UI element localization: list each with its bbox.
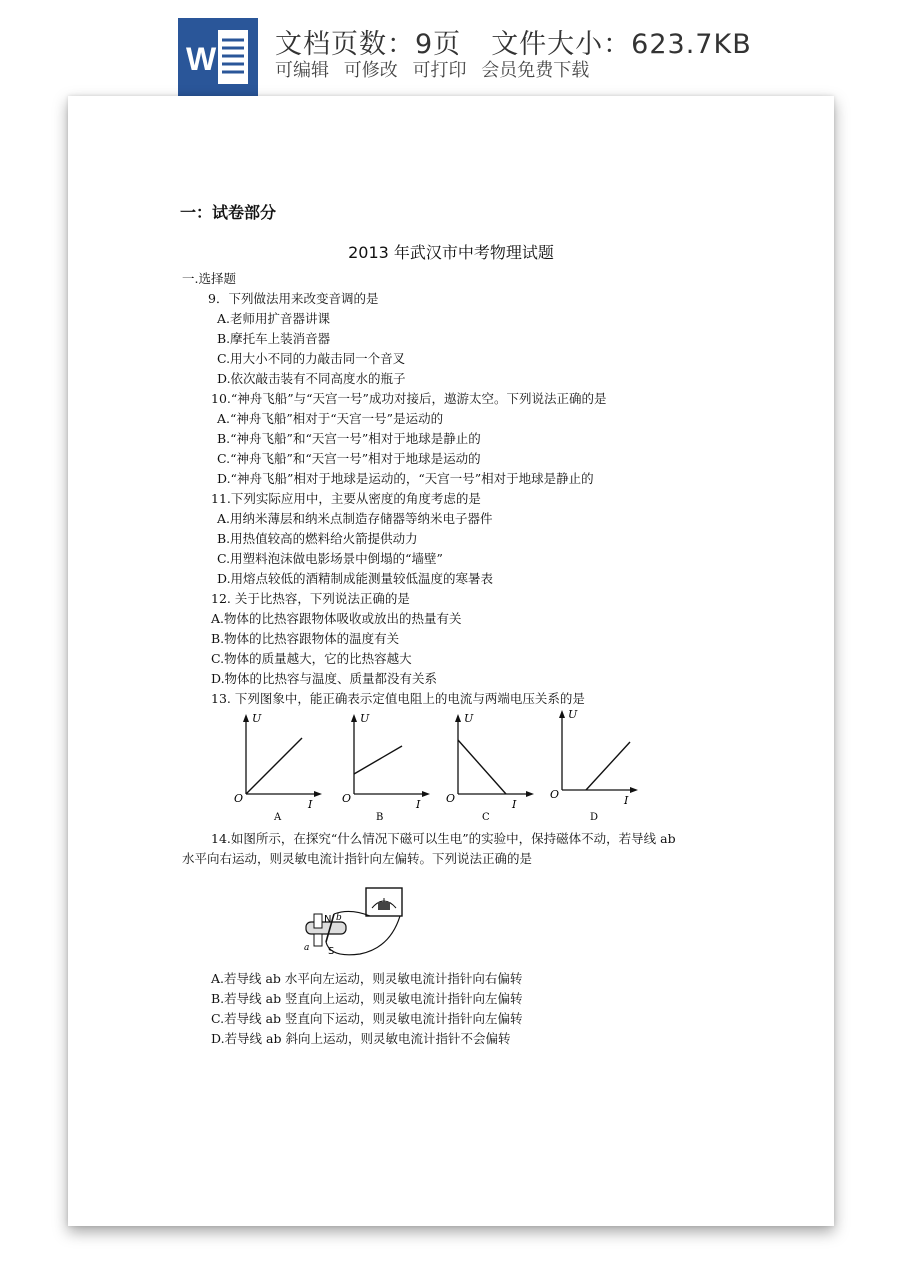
file-size: 文件大小：623.7KB — [491, 29, 752, 60]
feature-printable: 可打印 — [412, 60, 467, 81]
q10-option-c: C.“神舟飞船”和“天宫一号”相对于地球是运动的 — [217, 451, 481, 466]
q10-option-a: A.“神舟飞船”相对于“天宫一号”是运动的 — [217, 411, 444, 426]
feature-member-download[interactable]: 会员免费下载 — [481, 60, 590, 81]
q11-option-b: B.用热值较高的燃料给火箭提供动力 — [217, 531, 418, 546]
graph-d — [544, 706, 644, 822]
q14-option-b: B.若导线 ab 竖直向上运动，则灵敏电流计指针向左偏转 — [211, 991, 523, 1006]
q9-stem: 9．下列做法用来改变音调的是 — [208, 291, 379, 306]
q12-stem: 12. 关于比热容，下列说法正确的是 — [211, 591, 410, 606]
q11-option-a: A.用纳米薄层和纳米点制造存储器等纳米电子器件 — [217, 511, 493, 526]
electromagnetic-induction-diagram — [300, 884, 420, 964]
feature-list — [275, 56, 598, 82]
graph-d-x-label: I — [624, 794, 629, 807]
graph-b-x-label: I — [416, 798, 421, 811]
q10-stem: 10.“神舟飞船”与“天宫一号”成功对接后，遨游太空。下列说法正确的是 — [211, 391, 607, 406]
q14-option-a: A.若导线 ab 水平向左运动，则灵敏电流计指针向右偏转 — [211, 971, 523, 986]
exam-title: 2013 年武汉市中考物理试题 — [348, 243, 554, 262]
q11-option-c: C.用塑料泡沫做电影场景中倒塌的“墙壁” — [217, 551, 443, 566]
graph-b-label: B — [376, 812, 384, 822]
q9-option-b: B.摩托车上装消音器 — [217, 331, 331, 346]
q11-option-d: D.用熔点较低的酒精制成能测量较低温度的寒暑表 — [217, 571, 494, 586]
word-document-icon — [178, 18, 258, 96]
graph-d-label: D — [590, 812, 599, 822]
feature-editable: 可编辑 — [275, 60, 329, 81]
q14-stem-line2: 水平向右运动，则灵敏电流计指针向左偏转。下列说法正确的是 — [182, 851, 533, 866]
graph-a-x-label: I — [308, 798, 313, 811]
download-banner — [0, 0, 900, 100]
document-page — [68, 96, 834, 1226]
q10-option-b: B.“神舟飞船”和“天宫一号”相对于地球是静止的 — [217, 431, 481, 446]
q12-option-a: A.物体的比热容跟物体吸收或放出的热量有关 — [211, 611, 462, 626]
q13-stem: 13. 下列图象中，能正确表示定值电阻上的电流与两端电压关系的是 — [211, 691, 585, 706]
q14-stem-line1: 14.如图所示，在探究“什么情况下磁可以生电”的实验中，保持磁体不动，若导线 ab — [211, 831, 676, 846]
label-n: N — [324, 914, 332, 925]
graph-c-x-label: I — [512, 798, 517, 811]
graph-a-origin: O — [234, 792, 244, 805]
graph-c-y-label: U — [464, 712, 474, 725]
q9-option-a: A.老师用扩音器讲课 — [217, 311, 331, 326]
galvanometer-body — [378, 902, 390, 910]
q14-option-c: C.若导线 ab 竖直向下运动，则灵敏电流计指针向左偏转 — [211, 1011, 523, 1026]
section-heading: 一：试卷部分 — [180, 203, 277, 222]
graph-d-origin: O — [550, 788, 560, 801]
feature-modifiable: 可修改 — [343, 60, 398, 81]
graph-a-y-label: U — [252, 712, 262, 725]
q9-option-d: D.依次敲击装有不同高度水的瓶子 — [217, 371, 406, 386]
q12-option-b: B.物体的比热容跟物体的温度有关 — [211, 631, 400, 646]
label-b: b — [336, 913, 342, 923]
graph-a-label: A — [274, 812, 282, 822]
q11-stem: 11.下列实际应用中，主要从密度的角度考虑的是 — [211, 491, 481, 506]
graph-d-y-label: U — [568, 708, 578, 721]
graph-c — [440, 710, 540, 822]
page-count: 文档页数：9页 — [275, 29, 462, 60]
q14-option-d: D.若导线 ab 斜向上运动，则灵敏电流计指针不会偏转 — [211, 1031, 511, 1046]
label-a: a — [304, 943, 310, 953]
graph-b-y-label: U — [360, 712, 370, 725]
magnet-s-pole — [314, 934, 322, 946]
graph-c-label: C — [482, 812, 490, 822]
word-icon-letter: W — [186, 41, 217, 77]
q10-option-d: D.“神舟飞船”相对于地球是运动的，“天宫一号”相对于地球是静止的 — [217, 471, 594, 486]
graph-c-origin: O — [446, 792, 456, 805]
magnet-n-pole — [314, 914, 322, 928]
graph-a — [228, 710, 328, 822]
q12-option-d: D.物体的比热容与温度、质量都没有关系 — [211, 671, 438, 686]
q9-option-c: C.用大小不同的力敲击同一个音叉 — [217, 351, 406, 366]
graph-b-origin: O — [342, 792, 352, 805]
graph-b — [336, 710, 436, 822]
part-heading: 一.选择题 — [182, 271, 236, 286]
label-s: S — [328, 946, 335, 957]
q12-option-c: C.物体的质量越大，它的比热容越大 — [211, 651, 412, 666]
